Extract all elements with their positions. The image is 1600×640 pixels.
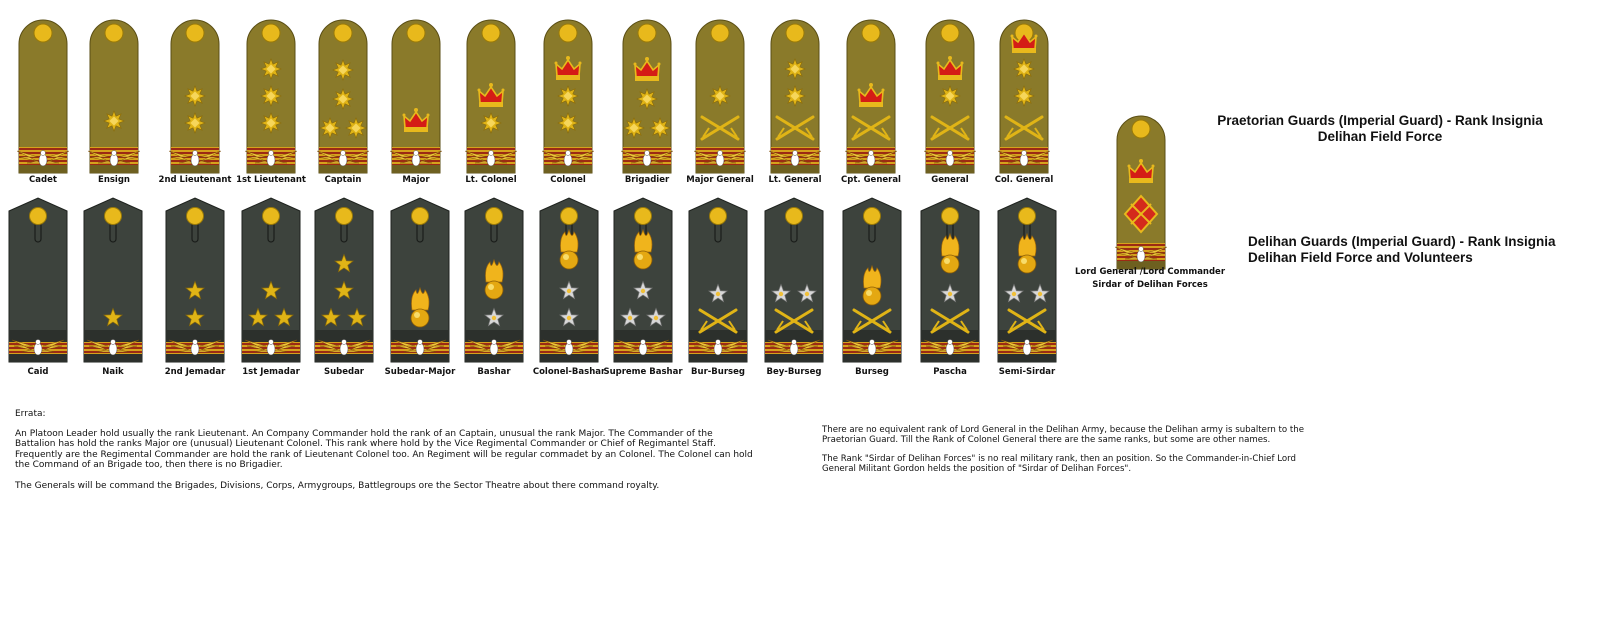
praetorian-epaulette-0 [15,18,71,173]
praetorian-epaulette-7 [540,18,596,173]
delihan-heading-line2: Delihan Field Force and Volunteers [1248,250,1473,265]
delihan-rank-label: Subedar [323,367,365,377]
button-icon [559,24,577,42]
praetorian-epaulette-4 [315,18,371,173]
button-icon [635,208,652,225]
pip-icon [1014,59,1034,79]
delihan-epaulette-1 [81,197,145,362]
lord-note-paragraph-2: The Rank "Sirdar of Delihan Forces" is no real military rank, then an position. So the Commander-in-Chief Lord General Militant Gordon helds the position of "Sirdar of Delihan Forces". [822,453,1296,475]
button-icon [711,24,729,42]
praetorian-heading-line2: Delihan Field Force [1317,129,1443,144]
praetorian-epaulette-lord [1113,114,1169,269]
delihan-epaulette-4 [312,197,376,362]
praetorian-epaulette-5 [388,18,444,173]
button-icon [262,24,280,42]
praetorian-rank-label: Ensign [98,175,130,185]
delihan-rank-label: Bey-Burseg [766,367,822,377]
pip-icon [333,60,353,80]
button-icon [786,208,803,225]
praetorian-rank-label: Lt. General [768,175,822,185]
flaming-grenade-icon [634,230,652,269]
flaming-grenade-icon [1018,234,1036,273]
delihan-epaulette-8 [611,197,675,362]
praetorian-rank-label: Cadet [29,175,57,185]
button-icon [30,208,47,225]
lord-general-position: Sirdar of Delihan Forces [1092,280,1208,290]
praetorian-rank-label: 2nd Lieutenant [158,175,232,185]
pip-icon [333,89,353,109]
praetorian-rank-label: Col. General [994,175,1054,185]
delihan-rank-label: Bur-Burseg [691,367,745,377]
button-icon [710,208,727,225]
button-icon [263,208,280,225]
delihan-rank-label: Pascha [933,367,967,377]
button-icon [486,208,503,225]
flaming-grenade-icon [485,260,503,299]
pip-icon [710,86,730,106]
lord-general-label [1060,267,1240,291]
praetorian-epaulette-6 [463,18,519,173]
delihan-epaulette-7 [537,197,601,362]
flaming-grenade-icon [941,234,959,273]
pip-icon [261,59,281,79]
delihan-epaulette-3 [239,197,303,362]
pip-icon [785,59,805,79]
lord-note-paragraph-1: There are no equivalent rank of Lord General in the Delihan Army, because the Delihan army is subaltern to the Praetorian Guard. Till the Rank of Colonel General there are the same ranks, but some are other names. [822,425,1304,446]
delihan-epaulette-13 [995,197,1059,362]
delihan-epaulette-11 [840,197,904,362]
pip-icon [940,86,960,106]
button-icon [941,24,959,42]
delihan-rank-label: 1st Jemadar [242,367,300,377]
button-icon [862,24,880,42]
delihan-rank-label: Semi-Sirdar [998,367,1056,377]
praetorian-epaulette-3 [243,18,299,173]
button-icon [942,208,959,225]
pip-icon [558,113,578,133]
button-icon [1019,208,1036,225]
button-icon [187,208,204,225]
delihan-rank-label: Burseg [855,367,889,377]
delihan-heading [1248,234,1588,266]
pip-icon [320,118,340,138]
pip-icon [558,86,578,106]
errata-paragraph-2: The Generals will be command the Brigades, Divisions, Corps, Armygroups, Battlegroups ore the Sector Theatre about there command royalty. [15,480,660,491]
praetorian-rank-label: Major [402,175,430,185]
pip-icon [185,113,205,133]
lord-general-title: Lord General /Lord Commander [1074,267,1226,277]
praetorian-rank-label: General [931,175,969,185]
praetorian-epaulette-12 [922,18,978,173]
pip-icon [346,118,366,138]
delihan-rank-label: 2nd Jemadar [164,367,226,377]
flaming-grenade-icon [560,230,578,269]
praetorian-heading [1200,113,1560,145]
lord-general-notes [822,425,1322,483]
delihan-epaulette-12 [918,197,982,362]
praetorian-epaulette-9 [692,18,748,173]
praetorian-epaulette-8 [619,18,675,173]
delihan-epaulette-10 [762,197,826,362]
praetorian-epaulette-13 [996,18,1052,173]
praetorian-epaulette-2 [167,18,223,173]
button-icon [336,208,353,225]
delihan-rank-label: Colonel-Bashar [532,367,606,377]
button-icon [638,24,656,42]
pip-icon [1014,86,1034,106]
pip-icon [637,89,657,109]
praetorian-epaulette-1 [86,18,142,173]
praetorian-rank-label: Lt. Colonel [465,175,517,185]
button-icon [105,24,123,42]
praetorian-rank-label: Major General [686,175,754,185]
praetorian-rank-label: Captain [324,175,362,185]
errata-title: Errata: [15,409,46,419]
pip-icon [481,113,501,133]
pip-icon [650,118,670,138]
flaming-grenade-icon [411,288,429,327]
pip-icon [185,86,205,106]
delihan-rank-label: Caid [27,367,49,377]
pip-icon [261,86,281,106]
button-icon [864,208,881,225]
button-icon [786,24,804,42]
pip-icon [104,111,124,131]
delihan-epaulette-5 [388,197,452,362]
pip-icon [624,118,644,138]
flaming-grenade-icon [863,266,881,305]
delihan-epaulette-9 [686,197,750,362]
button-icon [105,208,122,225]
button-icon [34,24,52,42]
errata-paragraph-1: An Platoon Leader hold usually the rank Lieutenant. An Company Commander hold the rank of an Captain, unusual the rank Major. The Commander of the Battalion has hold the ranks Major ore (unusual) Lieutenant Colonel. This rank where hold by the Vice Regimental Commander or Chief of Regimantel Staff. Frequently are the Regimental Commander are hold the rank of Lieutenant Colonel too. An Regiment will be regular commadet by an Colonel. The Colonel can hold the Command of an Brigade too, then there is no Brigadier. [15,428,753,470]
delihan-rank-label: Subedar-Major [384,367,456,377]
errata-block [15,409,755,501]
pip-icon [261,113,281,133]
delihan-epaulette-2 [163,197,227,362]
delihan-rank-label: Supreme Bashar [603,367,683,377]
praetorian-epaulette-11 [843,18,899,173]
praetorian-rank-label: Cpt. General [841,175,901,185]
praetorian-rank-label: 1st Lieutenant [236,175,306,185]
pip-icon [785,86,805,106]
delihan-epaulette-0 [6,197,70,362]
button-icon [482,24,500,42]
button-icon [407,24,425,42]
button-icon [561,208,578,225]
praetorian-rank-label: Brigadier [624,175,670,185]
delihan-epaulette-6 [462,197,526,362]
delihan-heading-line1: Delihan Guards (Imperial Guard) - Rank Insignia [1248,234,1556,249]
praetorian-heading-line1: Praetorian Guards (Imperial Guard) - Rank Insignia [1217,113,1543,128]
delihan-rank-label: Naik [102,367,124,377]
button-icon [412,208,429,225]
button-icon [186,24,204,42]
delihan-rank-label: Bashar [477,367,511,377]
button-icon [1132,120,1150,138]
praetorian-rank-label: Colonel [550,175,586,185]
praetorian-epaulette-10 [767,18,823,173]
button-icon [334,24,352,42]
